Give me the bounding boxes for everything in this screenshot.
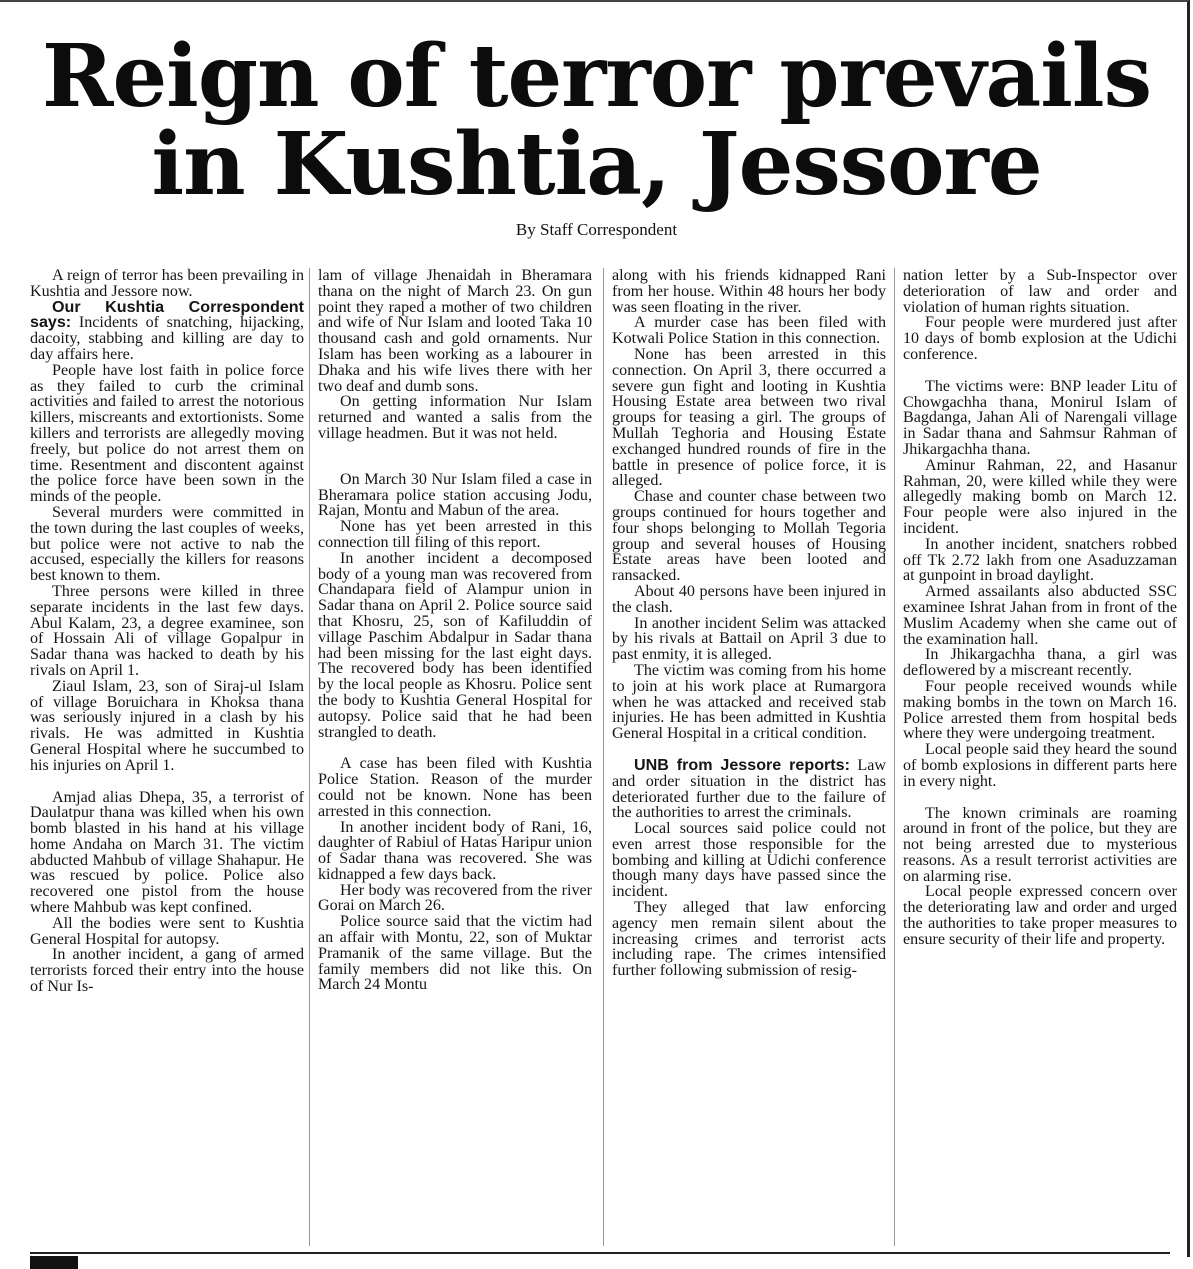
paragraph: A case has been filed with Kushtia Police Station. Reason of the murder could not be known. None has been arrested in this connection. [318, 755, 592, 820]
column-rule [309, 268, 310, 1246]
paragraph: Four people received wounds while making bombs in the town on March 16. Police arrested them from hospital beds where they were undergoing treatment. [903, 677, 1177, 743]
dateline-jessore: UNB from Jessore reports: [634, 755, 850, 774]
paragraph: A murder case has been filed with Kotwali Police Station in this connection. [612, 314, 886, 348]
paragraph: Ziaul Islam, 23, son of Siraj-ul Islam of village Boruichara in Khoksa thana was seriously injured in a clash by his rivals. He was admitted in Kushtia General Hospital where he succumbed to his injuries on April 1. [30, 677, 304, 774]
paragraph: lam of village Jhenaidah in Bheramara thana on the night of March 23. On gun point they raped a mother of two children and wife of Nur Islam and looted Taka 10 thousand cash and gold ornaments. Nur Islam has been working as a labourer in Dhaka and his wife lives there with her two deaf and dumb sons. [318, 268, 592, 395]
paragraph: In Jhikargachha thana, a girl was deflowered by a miscreant recently. [903, 646, 1177, 680]
paragraph: Amjad alias Dhepa, 35, a terrorist of Daulatpur thana was killed when his own bomb blasted in his hand at his village home Andaha on March 31. The victim abducted Mahbub of village Shahapur. He was rescued by police. Police also recovered one pistol from the house where Mahbub was kept confined. [30, 788, 304, 917]
headline-line-2: in Kushtia, Jessore [151, 114, 1042, 215]
paragraph: The victims were: BNP leader Litu of Chowgachha thana, Monirul Islam of Bagdanga, Jahan Ali of Narengali village in Sadar thana and Sahmsur Rahman of Jhikargachha thana. [903, 377, 1177, 458]
next-article-fragment [30, 1252, 1170, 1269]
headline-line-1: Reign of terror prevails [41, 26, 1152, 127]
paragraph: None has been arrested in this connection. On April 3, there occurred a severe gun fight and looting in Kushtia Housing Estate area between two rival groups for teasing a girl. The groups of Mullah Teghoria and Housing Estate exchanged hundred rounds of fire in the battle in presence of police force, it is alleged. [612, 345, 886, 490]
article-column-4 [903, 268, 1177, 1248]
paragraph: Local people expressed concern over the deteriorating law and order and urged the authorities to take proper measures to ensure security of their life and property. [903, 883, 1177, 948]
paragraph: In another incident body of Rani, 16, daughter of Rabiul of Hatas Haripur union of Sadar thana was recovered. She was kidnapped a few days back. [318, 818, 592, 883]
byline: By Staff Correspondent [515, 220, 678, 239]
paragraph: Local sources said police could not even arrest those responsible for the bombing and killing at Udichi conference though many days have passed since the incident. [612, 820, 886, 901]
paragraph: Armed assailants also abducted SSC examinee Ishrat Jahan from in front of the Muslim Academy when she came out of the examination hall. [903, 583, 1177, 648]
paragraph: Several murders were committed in the town during the last couples of weeks, but police were not active to nab the accused, especially the killers for reasons best known to them. [30, 503, 304, 585]
paragraph: Police source said that the victim had an affair with Montu, 22, son of Muktar Pramanik of the same village. But the family members did not like this. On March 24 Montu [318, 913, 592, 994]
column-rule [603, 268, 604, 1246]
paragraph: In another incident, snatchers robbed off Tk 2.72 lakh from one Asaduzzaman at gunpoint in broad daylight. [903, 535, 1177, 585]
paragraph [612, 755, 886, 822]
paragraph: A reign of terror has been prevailing in Kushtia and Jessore now. [30, 268, 304, 300]
paragraph: About 40 persons have been injured in the clash. [612, 582, 886, 616]
paragraph [30, 297, 304, 363]
column-rule [894, 268, 895, 1246]
paragraph: All the bodies were sent to Kushtia General Hospital for autopsy. [30, 914, 304, 948]
paragraph-text: Incidents of snatching, hijacking, dacoity, stabbing and killing are day to day affairs here. [30, 314, 304, 363]
paragraph: The known criminals are roaming around in front of the police, but they are not being arrested due to mysterious reasons. As a result terrorist activities are on alarming rise. [903, 804, 1177, 885]
paragraph: along with his friends kidnapped Rani from her house. Within 48 hours her body was seen floating in the river. [612, 268, 886, 316]
paragraph: On March 30 Nur Islam filed a case in Bheramara police station accusing Jodu, Rajan, Montu and Mabun of the area. [318, 470, 592, 520]
paragraph: Chase and counter chase between two groups continued for hours together and four shops belonging to Mollah Tegoria group and several houses of Housing Estate areas have been looted and ransacked. [612, 488, 886, 585]
drop-cap-fragment [30, 1256, 78, 1269]
paragraph: They alleged that law enforcing agency men remain silent about the increasing crimes and terrorist acts including rape. The crimes intensified further following submission of resig- [612, 899, 886, 980]
paragraph-text: Law and order situation in the district has deteriorated further due to the failure of the authorities to arrest the criminals. [612, 756, 886, 822]
paragraph: Aminur Rahman, 22, and Hasanur Rahman, 20, were killed while they were allegedly making bomb on March 12. Four people were also injured in the incident. [903, 456, 1177, 537]
paragraph: nation letter by a Sub-Inspector over deterioration of law and order and violation of human rights situation. [903, 268, 1177, 316]
paragraph: In another incident Selim was attacked by his rivals at Battail on April 3 due to past enmity, it is alleged. [612, 614, 886, 664]
paragraph: People have lost faith in police force as they failed to curb the criminal activities and failed to arrest the notorious killers, miscreants and extortionists. Some killers and terrorists are allegedly moving freely, but police do not arrest them on time. Resentment and discontent against the police force have been sown in the minds of the people. [30, 361, 304, 506]
paragraph: On getting information Nur Islam returned and wanted a salis from the village headmen. But it was not held. [318, 393, 592, 442]
paragraph: The victim was coming from his home to join at his work place at Rumargora when he was attacked and received stab injuries. He has been admitted in Kushtia General Hospital in a critical condition. [612, 661, 886, 743]
dateline-kushtia: Our Kushtia Correspondent says: [30, 297, 304, 332]
paragraph: Local people said they heard the sound of bomb explosions in different parts here in every night. [903, 741, 1177, 790]
article-column-2 [318, 268, 592, 1248]
paragraph: In another incident, a gang of armed terrorists forced their entry into the house of Nur Is- [30, 946, 304, 996]
article-column-1 [30, 268, 304, 1248]
paragraph: None has yet been arrested in this connection till filing of this report. [318, 518, 592, 551]
paragraph: Four people were murdered just after 10 days of bomb explosion at the Udichi conference. [903, 314, 1177, 363]
paragraph: Her body was recovered from the river Gorai on March 26. [318, 881, 592, 915]
article-column-3 [612, 268, 886, 1248]
paragraph: In another incident a decomposed body of a young man was recovered from Chandapara field of Alampur union in Sadar thana on April 2. Police source said that Khosru, 25, son of Kafiluddin of village Paschim Abdalpur in Sadar thana had been missing for the last eight days. The recovered body has been identified by the local people as Khosru. Police sent the body to Kushtia General Hospital for autopsy. Police said that he had been strangled to death. [318, 549, 592, 741]
paragraph: Three persons were killed in three separate incidents in the last few days. Abul Kalam, 23, a degree examinee, son of Hossain Ali of village Gopalpur in Sadar thana was hacked to death by his rivals on April 1. [30, 582, 304, 679]
